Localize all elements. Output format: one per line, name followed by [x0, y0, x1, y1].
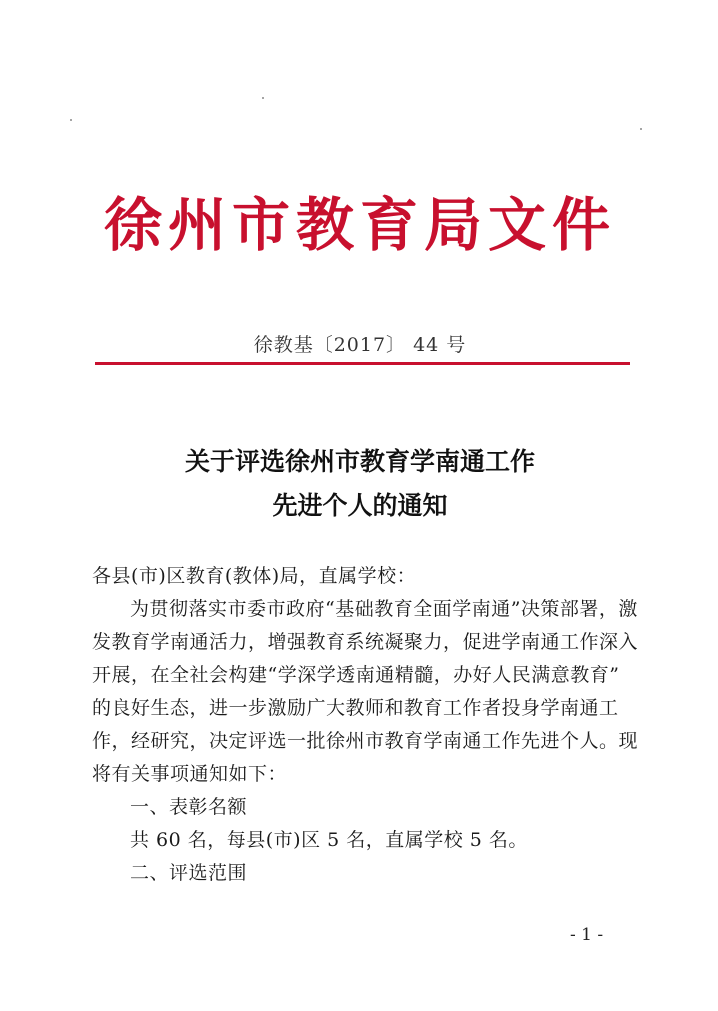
salutation: 各县(市)区教育(教体)局，直属学校：: [92, 565, 417, 587]
scan-speck: [70, 119, 72, 121]
notice-title: [90, 440, 630, 528]
scan-speck: [262, 97, 264, 99]
notice-title-line: 先进个人的通知: [272, 491, 448, 520]
paragraph-line: 发教育学南通活力，增强教育系统凝聚力，促进学南通工作深入: [92, 631, 639, 653]
notice-body: [92, 560, 642, 890]
section-heading-quota: 一、表彰名额: [130, 796, 248, 818]
page-number: - 1 -: [570, 925, 604, 945]
paragraph-line: 的良好生态，进一步激励广大教师和教育工作者投身学南通工: [92, 697, 619, 719]
paragraph-line: 作，经研究，决定评选一批徐州市教育学南通工作先进个人。现: [92, 730, 639, 752]
notice-title-line: 关于评选徐州市教育学南通工作: [184, 447, 535, 476]
paragraph-line: 开展，在全社会构建“学深学透南通精髓，办好人民满意教育”: [92, 664, 620, 686]
document-number: 徐教基〔2017〕 44 号: [253, 334, 467, 356]
section-heading-scope: 二、评选范围: [130, 862, 248, 884]
paragraph-line: 将有关事项通知如下：: [92, 763, 288, 785]
section-text-quota: 共 60 名，每县(市)区 5 名，直属学校 5 名。: [130, 829, 528, 851]
red-divider-line: [95, 362, 630, 365]
issuer-header: 徐州市教育局文件: [103, 191, 616, 259]
paragraph-line: 为贯彻落实市委市政府“基础教育全面学南通”决策部署，激: [130, 598, 638, 620]
scan-speck: [640, 128, 642, 130]
